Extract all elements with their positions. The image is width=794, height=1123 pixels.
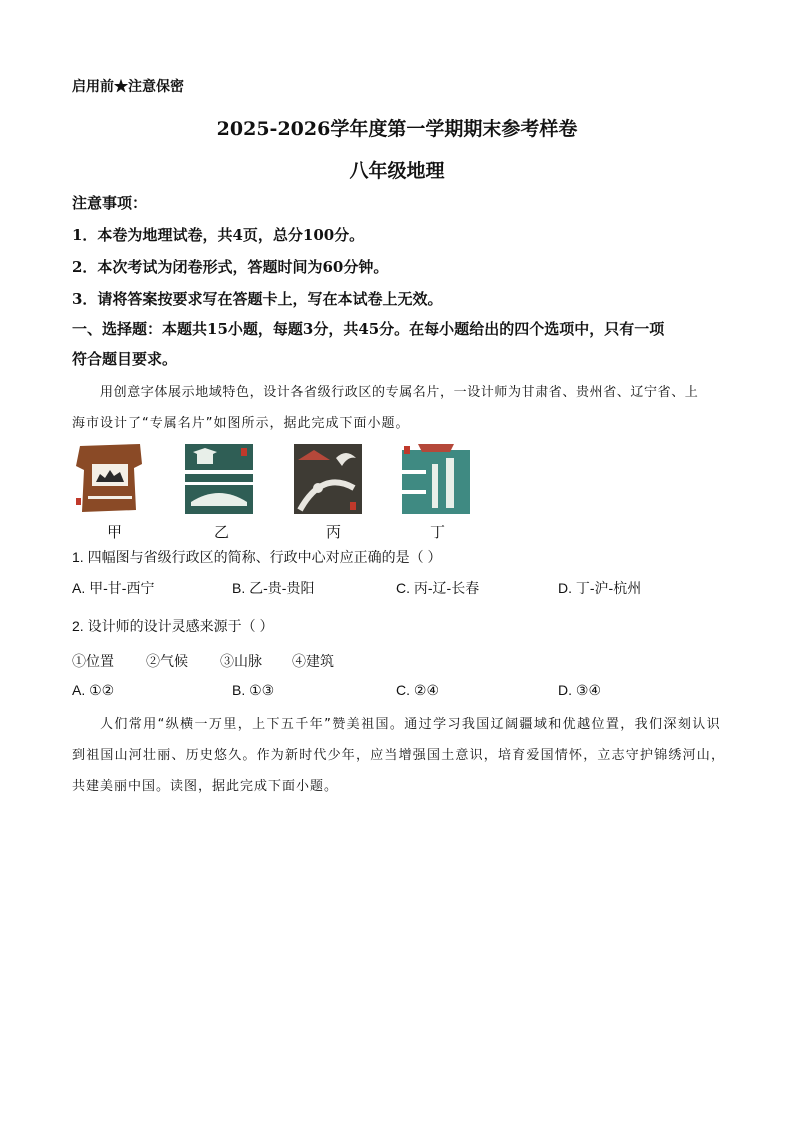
ding-tower-right xyxy=(446,458,454,508)
ding-wave-1 xyxy=(402,470,426,474)
q2-choice-2: ②气候 xyxy=(146,653,188,669)
exam-subject: 八年级地理 xyxy=(349,160,445,182)
q2-option-a: A. ①② xyxy=(72,682,115,698)
jia-seal xyxy=(76,498,81,505)
passage2-line2: 到祖国山河壮丽、历史悠久。作为新时代少年，应当增强国土意识，培育爱国情怀，立志守护锦绣河山， xyxy=(72,748,726,763)
jia-base-line xyxy=(88,496,132,499)
ding-seal xyxy=(404,446,410,454)
bing-flower xyxy=(313,483,323,493)
q1-option-a: A. 甲-甘-西宁 xyxy=(72,580,155,596)
passage2-line1: 人们常用“纵横一万里，上下五千年”赞美祖国。通过学习我国辽阔疆域和优越位置，我们深刻认识 xyxy=(100,717,722,732)
notice-item-2: 2．本次考试为闭卷形式，答题时间为60分钟。 xyxy=(72,258,389,276)
card-label-bing: 丙 xyxy=(326,523,342,541)
q2-choice-4: ④建筑 xyxy=(292,653,334,669)
q1-stem: 1. 四幅图与省级行政区的简称、行政中心对应正确的是（ ） xyxy=(72,549,442,565)
card-label-ding: 丁 xyxy=(430,523,446,541)
yi-seal xyxy=(241,448,247,456)
q2-option-d: D. ③④ xyxy=(558,682,601,698)
q2-choice-3: ③山脉 xyxy=(220,653,262,669)
card-yi-guizhou xyxy=(183,440,255,516)
q1-option-d: D. 丁-沪-杭州 xyxy=(558,580,642,596)
q2-option-b: B. ①③ xyxy=(232,682,275,698)
yi-gap-2 xyxy=(185,482,253,485)
ding-tower-left xyxy=(432,464,438,508)
yi-gap-1 xyxy=(185,470,253,474)
q2-choice-1: ①位置 xyxy=(72,653,114,669)
q2-stem: 2. 设计师的设计灵感来源于（ ） xyxy=(72,618,274,634)
passage1-line2: 海市设计了“专属名片”如图所示，据此完成下面小题。 xyxy=(72,416,410,431)
passage1-line1: 用创意字体展示地域特色，设计各省级行政区的专属名片，一设计师为甘肃省、贵州省、辽宁省、上 xyxy=(100,385,699,400)
notice-item-1: 1．本卷为地理试卷，共4页，总分100分。 xyxy=(72,226,365,244)
notice-item-3: 3．请将答案按要求写在答题卡上，写在本试卷上无效。 xyxy=(72,290,443,308)
ding-ship-top xyxy=(418,444,454,452)
ding-wave-2 xyxy=(402,490,426,494)
card-jia-gansu xyxy=(74,440,146,516)
confidential-notice: 启用前★注意保密 xyxy=(72,79,184,95)
bing-seal xyxy=(350,502,356,510)
section-heading-line2: 符合题目要求。 xyxy=(72,350,178,368)
exam-title: 2025-2026学年度第一学期期末参考样卷 xyxy=(216,118,578,140)
q1-option-b: B. 乙-贵-贵阳 xyxy=(232,580,315,596)
card-label-yi: 乙 xyxy=(214,523,230,541)
q1-option-c: C. 丙-辽-长春 xyxy=(396,580,480,596)
passage2-line3: 共建美丽中国。读图，据此完成下面小题。 xyxy=(72,779,339,794)
q2-option-c: C. ②④ xyxy=(396,682,439,698)
card-bing-liaoning xyxy=(292,440,364,516)
card-label-jia: 甲 xyxy=(107,523,123,541)
section-heading-line1: 一、选择题：本题共15小题，每题3分，共45分。在每小题给出的四个选项中，只有一项 xyxy=(72,320,665,338)
card-ding-shanghai xyxy=(400,440,472,516)
notice-heading: 注意事项： xyxy=(72,194,148,212)
